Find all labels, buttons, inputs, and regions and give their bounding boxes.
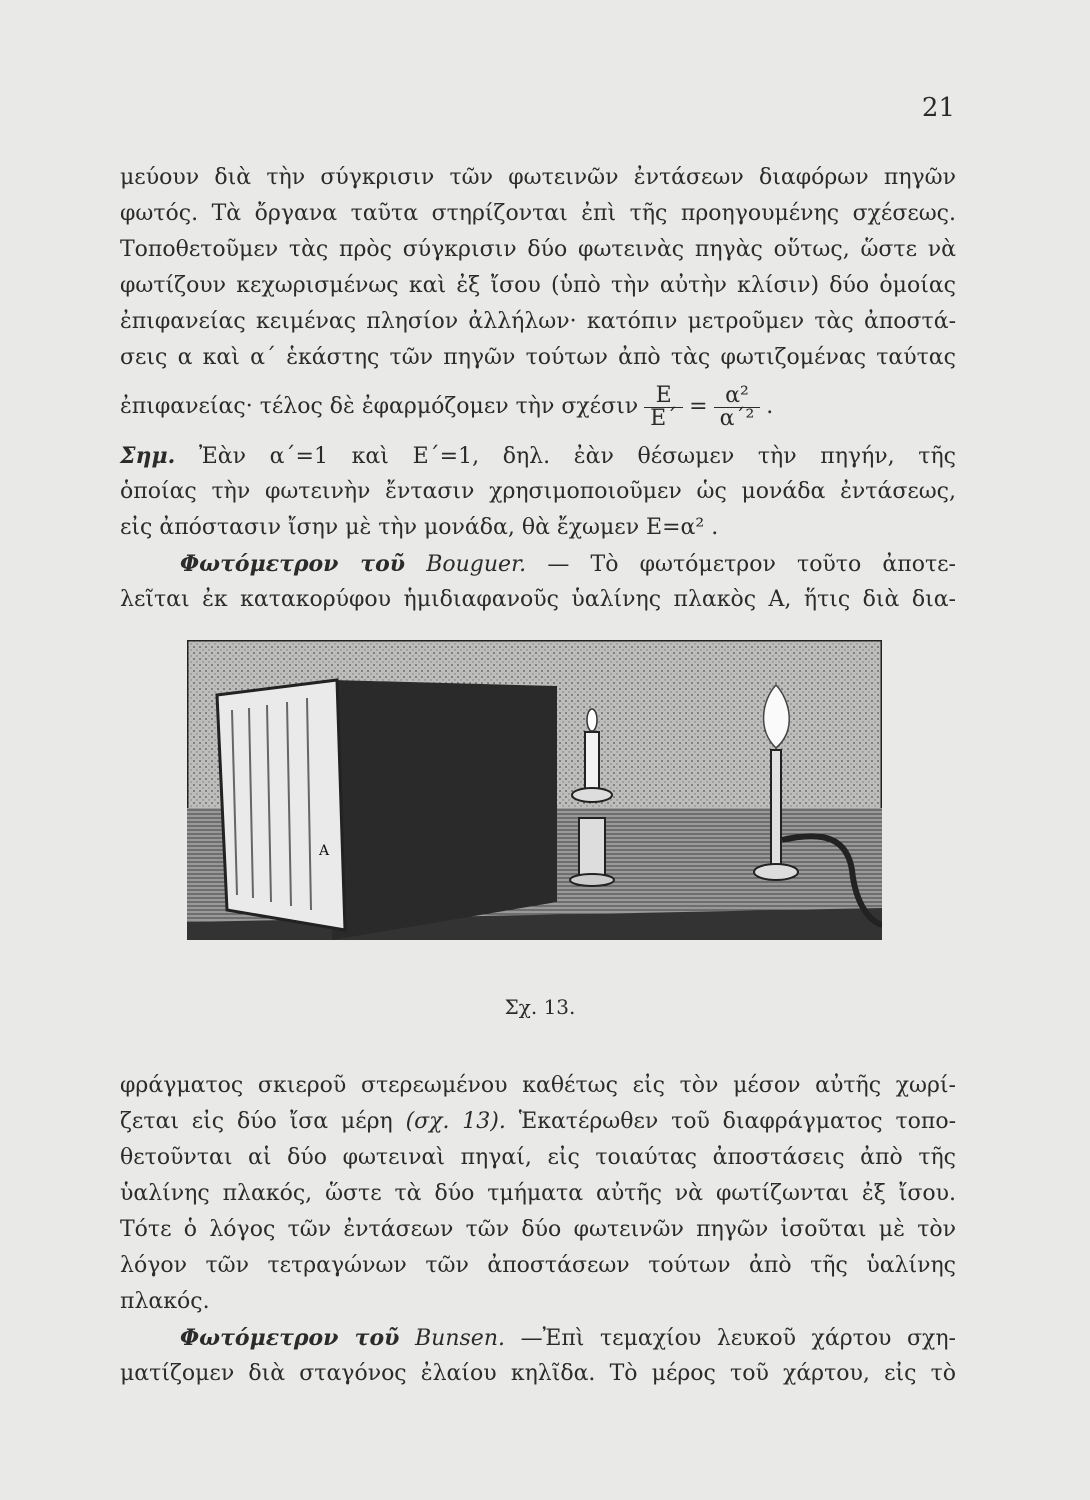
text-line: λόγον τῶν τετραγώνων τῶν ἀποστάσεων τούτων ἀπὸ τῆς ὑαλίνης (120, 1253, 956, 1278)
text-line: μεύουν διὰ τὴν σύγκρισιν τῶν φωτεινῶν ἐντάσεων διαφόρων πηγῶν (120, 165, 956, 190)
candle-base (579, 818, 605, 878)
bunsen-name: Bunsen. (415, 1326, 505, 1351)
fraction-denominator: α΄² (719, 405, 755, 431)
text-line: ματίζομεν διὰ σταγόνος ἐλαίου κηλῖδα. Τὸ μέρος τοῦ χάρτου, εἰς τὸ (120, 1361, 956, 1386)
text-line: σεις α καὶ α΄ ἑκάστης τῶν πηγῶν τούτων ἀπὸ τὰς φωτιζομένας ταύτας (120, 345, 956, 370)
bouguer-name: Bouguer. (426, 552, 527, 577)
candle (585, 732, 599, 792)
upper-text-block (120, 160, 956, 618)
note-label: Σημ. (120, 443, 176, 469)
burner-base (754, 864, 798, 880)
figure-reference: (σχ. 13). (405, 1109, 506, 1134)
bunsen-heading: Φωτόμετρον τοῦ (180, 1325, 400, 1351)
text-line-with-ref (120, 1104, 956, 1140)
bouguer-text: — Τὸ φωτόμετρον τοῦτο ἀποτε- (547, 552, 956, 577)
fraction-alpha (714, 382, 761, 431)
text-line: φράγματος σκιεροῦ στερεωμένου καθέτως εἰς τὸν μέσον αὐτῆς χωρί- (120, 1073, 956, 1098)
text-line: λεῖται ἐκ κατακορύφου ἡμιδιαφανοῦς ὑαλίνης πλακὸς A, ἥτις διὰ δια- (120, 587, 956, 612)
figure-caption: Σχ. 13. (504, 995, 576, 1019)
text-segment: ζεται εἰς δύο ἴσα μέρη (120, 1109, 393, 1134)
bunsen-text: —Ἐπὶ τεμαχίου λευκοῦ χάρτου σχη- (520, 1326, 956, 1351)
bouguer-photometer-figure (187, 640, 882, 940)
text-line: θετοῦνται αἱ δύο φωτειναὶ πηγαί, εἰς τοιαύτας ἀποστάσεις ἀπὸ τῆς (120, 1145, 956, 1170)
text-line: φωτίζουν κεχωρισμένως καὶ ἐξ ἴσου (ὑπὸ τὴν αὐτὴν κλίσιν) δύο ὁμοίας (120, 273, 956, 298)
bouguer-heading: Φωτόμετρον τοῦ (180, 551, 406, 577)
text-segment: Ἑκατέρωθεν τοῦ διαφράγματος τοπο- (518, 1109, 956, 1134)
text-line: Τότε ὁ λόγος τῶν ἐντάσεων τῶν δύο φωτεινῶν πηγῶν ἰσοῦται μὲ τὸν (120, 1217, 956, 1242)
dark-screen (332, 680, 557, 940)
formula-line (120, 376, 956, 438)
lower-text-block (120, 1068, 956, 1392)
text-line: Τοποθετοῦμεν τὰς πρὸς σύγκρισιν δύο φωτεινὰς πηγὰς οὕτως, ὥστε νὰ (120, 237, 956, 262)
fraction-numerator: E (644, 385, 683, 408)
text-line: πλακός. (120, 1289, 210, 1314)
formula-lead-text: ἐπιφανείας· τέλος δὲ ἐφαρμόζομεν τὴν σχέσιν (120, 394, 639, 419)
bouguer-heading-line (120, 546, 956, 582)
page-number: 21 (921, 93, 955, 123)
text-line: ὑαλίνης πλακός, ὥστε τὰ δύο τμήματα αὐτῆς νὰ φωτίζωνται ἐξ ἴσου. (120, 1181, 956, 1206)
bunsen-heading-line (120, 1320, 956, 1356)
plate-label-a: A (319, 843, 330, 859)
equals-sign: = (689, 394, 708, 419)
note-text: Ἐὰν α΄=1 καὶ E΄=1, δηλ. ἐὰν θέσωμεν τὴν πηγήν, τῆς (199, 444, 956, 469)
text-line: ἐπιφανείας κειμένας πλησίον ἀλλήλων· κατόπιν μετροῦμεν τὰς ἀποστά- (120, 309, 956, 334)
candle-foot (570, 874, 614, 886)
note-line (120, 438, 956, 474)
fraction-numerator: α² (714, 385, 761, 408)
candle-flame (587, 709, 597, 731)
burner-tube (771, 750, 781, 865)
text-line: φωτός. Τὰ ὄργανα ταῦτα στηρίζονται ἐπὶ τῆς προηγουμένης σχέσεως. (120, 201, 956, 226)
fraction-e (644, 382, 683, 431)
fraction-denominator: E΄ (650, 405, 678, 431)
text-line: ὁποίας τὴν φωτεινὴν ἔντασιν χρησιμοποιοῦμεν ὡς μονάδα ἐντάσεως, (120, 479, 956, 504)
text-line: εἰς ἀπόστασιν ἴσην μὲ τὴν μονάδα, θὰ ἔχωμεν E=α² . (120, 515, 719, 540)
formula-end: . (766, 394, 774, 419)
candle-holder (572, 788, 612, 802)
